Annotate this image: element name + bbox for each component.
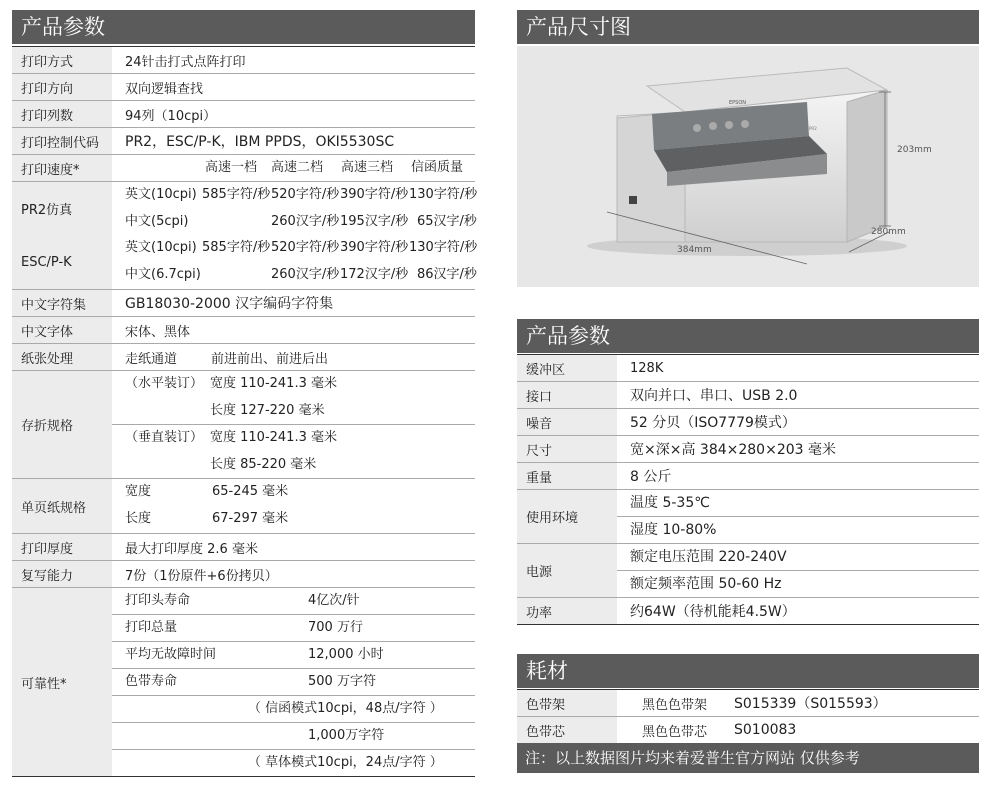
spec-label: 噪音: [517, 409, 617, 435]
single-value: 65-245 毫米: [212, 484, 289, 499]
rel-key: 色带寿命: [125, 674, 178, 689]
spec-label: 色带芯: [517, 717, 617, 743]
spec-row-font: [12, 317, 475, 344]
spec-row-pr2: [12, 182, 478, 235]
consumable-name: 黑色色带芯: [642, 724, 708, 740]
spec-value: 128K: [630, 360, 664, 376]
speed-value: 390字符/秒: [340, 187, 409, 202]
env-temp: 温度 5-35℃: [630, 495, 710, 511]
spec-label: 重量: [517, 463, 617, 489]
speed-col-3: 高速三档: [341, 160, 394, 175]
spec-row-environment: [517, 490, 979, 544]
left-section-header: [12, 10, 475, 44]
single-name: 长度: [125, 511, 152, 526]
right-section-title: 产品参数: [526, 324, 610, 348]
consumable-row-rack: [517, 690, 979, 717]
printer-drawing: [517, 46, 979, 287]
speed-lang: 英文(10cpi): [125, 187, 197, 202]
spec-label: PR2仿真: [12, 182, 112, 235]
spec-row-paper: [12, 344, 475, 371]
single-value: 67-297 毫米: [212, 511, 289, 526]
spec-value: 宋体、黑体: [125, 324, 191, 340]
spec-row-power-supply: [517, 544, 979, 598]
spec-value: 宽×深×高 384×280×203 毫米: [630, 442, 836, 458]
spec-label: ESC/P-K: [12, 235, 112, 289]
spec-row-consumption: [517, 598, 979, 625]
spec-label: 打印方向: [12, 74, 112, 100]
power-frequency: 额定频率范围 50-60 Hz: [630, 576, 782, 592]
spec-row-noise: [517, 409, 979, 436]
spec-row-copy: [12, 561, 475, 588]
spec-row-interface: [517, 382, 979, 409]
env-humidity: 湿度 10-80%: [630, 522, 717, 538]
rel-value: 12,000 小时: [308, 647, 384, 662]
spec-label: 单页纸规格: [12, 479, 112, 533]
spec-value: 约64W（待机能耗4.5W）: [630, 604, 796, 620]
speed-value: 390字符/秒: [340, 240, 409, 255]
height-label: 203mm: [897, 145, 932, 155]
spec-row-charset: [12, 290, 475, 317]
rel-value: 1,000万字符: [308, 728, 385, 743]
model-text: PR2: [809, 126, 817, 131]
spec-row-buffer: [517, 355, 979, 382]
rel-key: 打印总量: [125, 620, 178, 635]
spec-value: 7份（1份原件+6份拷贝）: [125, 568, 278, 584]
consumable-row-core: [517, 717, 979, 744]
spec-label: 缓冲区: [517, 355, 617, 381]
folded-length: 长度 85-220 毫米: [210, 457, 317, 472]
folded-mode: （水平装订）: [125, 376, 204, 391]
depth-label: 280mm: [871, 227, 906, 237]
folded-mode: （垂直装订）: [125, 430, 204, 445]
spec-row-speed: [12, 155, 475, 182]
spec-label: 使用环境: [517, 490, 617, 543]
single-name: 宽度: [125, 484, 152, 499]
folded-width: 宽度 110-241.3 毫米: [210, 430, 337, 445]
spec-label: 色带架: [517, 690, 617, 716]
spec-row-mode: [12, 47, 475, 74]
spec-label: 打印方式: [12, 47, 112, 73]
folded-length: 长度 127-220 毫米: [210, 403, 325, 418]
spec-row-weight: [517, 463, 979, 490]
consumables-table: [517, 689, 979, 744]
speed-value: 260汉字/秒: [271, 214, 340, 229]
spec-value: 前进前出、前进后出: [211, 351, 329, 367]
spec-row-direction: [12, 74, 475, 101]
spec-value: PR2，ESC/P-K，IBM PPDS，OKI5530SC: [125, 134, 395, 150]
spec-value: 24针击打式点阵打印: [125, 54, 246, 70]
spec-value: GB18030-2000 汉字编码字符集: [125, 296, 334, 312]
spec-row-reliability: [12, 588, 475, 777]
spec-label: 打印速度*: [12, 155, 112, 181]
speed-value: 130字符/秒: [409, 240, 478, 255]
speed-value: 172汉字/秒: [340, 267, 409, 282]
spec-label: 接口: [517, 382, 617, 408]
left-spec-table: [12, 46, 478, 777]
speed-value: 130字符/秒: [409, 187, 478, 202]
spec-label: 电源: [517, 544, 617, 597]
speed-value: 520字符/秒: [271, 187, 340, 202]
speed-value: 65汉字/秒: [417, 214, 477, 229]
rel-note: （ 信函模式10cpi，48点/字符 ）: [248, 701, 443, 716]
spec-row-folded: [12, 371, 475, 479]
spec-value: 双向逻辑查找: [125, 81, 204, 97]
spec-row-columns: [12, 101, 475, 128]
spec-label: 中文字体: [12, 317, 112, 343]
folded-width: 宽度 110-241.3 毫米: [210, 376, 337, 391]
rel-value: 4亿次/针: [308, 593, 360, 608]
spec-label: 中文字符集: [12, 290, 112, 316]
speed-lang: 中文(5cpi): [125, 214, 189, 229]
consumables-header: [517, 654, 979, 688]
printer-dimension-image: [517, 46, 979, 287]
spec-value: 双向并口、串口、USB 2.0: [630, 388, 798, 404]
spec-row-control: [12, 128, 475, 155]
spec-row-thickness: [12, 534, 475, 561]
spec-label: 存折规格: [12, 371, 112, 478]
speed-value: 520字符/秒: [271, 240, 340, 255]
spec-label: 复写能力: [12, 561, 112, 587]
spec-value: 94列（10cpi）: [125, 108, 217, 124]
spec-value: 走纸通道: [125, 351, 178, 367]
speed-col-2: 高速二档: [271, 160, 324, 175]
speed-value: 86汉字/秒: [417, 267, 477, 282]
rel-value: 500 万字符: [308, 674, 376, 689]
rel-line: [112, 723, 475, 750]
speed-value: 195汉字/秒: [340, 214, 409, 229]
spec-label: 打印厚度: [12, 534, 112, 560]
right-spec-table: [517, 354, 979, 625]
spec-row-single: [12, 479, 475, 534]
speed-value: 585字符/秒: [202, 187, 271, 202]
speed-col-1: 高速一档: [205, 160, 258, 175]
spec-label: 可靠性*: [12, 588, 112, 776]
spec-label: 纸张处理: [12, 344, 112, 370]
spec-row-escp: [12, 235, 478, 290]
right-section-header: [517, 319, 979, 353]
power-voltage: 额定电压范围 220-240V: [630, 549, 787, 565]
spec-label: 尺寸: [517, 436, 617, 462]
rel-key: 打印头寿命: [125, 593, 191, 608]
spec-value: 8 公斤: [630, 469, 672, 485]
speed-value: 260汉字/秒: [271, 267, 340, 282]
rel-key: 平均无故障时间: [125, 647, 217, 662]
rel-value: 700 万行: [308, 620, 363, 635]
consumable-code: S015339（S015593）: [734, 696, 887, 712]
speed-lang: 英文(10cpi): [125, 240, 197, 255]
left-section-title: 产品参数: [21, 15, 105, 39]
spec-row-size: [517, 436, 979, 463]
brand-text: EPSON: [729, 100, 747, 106]
rel-note: （ 草体模式10cpi，24点/字符 ）: [248, 755, 443, 770]
speed-lang: 中文(6.7cpi): [125, 267, 201, 282]
speed-value: 585字符/秒: [202, 240, 271, 255]
footnote-text: 注：以上数据图片均来着爱普生官方网站 仅供参考: [525, 749, 860, 767]
consumable-name: 黑色色带架: [642, 697, 708, 713]
footnote-bar: [517, 743, 979, 773]
consumable-code: S010083: [734, 722, 797, 738]
speed-col-4: 信函质量: [411, 160, 464, 175]
dims-section-title: 产品尺寸图: [526, 15, 631, 39]
spec-label: 功率: [517, 598, 617, 624]
consumables-title: 耗材: [526, 659, 568, 683]
spec-value: 52 分贝（ISO7779模式）: [630, 415, 796, 431]
spec-value: 最大打印厚度 2.6 毫米: [125, 541, 258, 557]
spec-label: 打印列数: [12, 101, 112, 127]
dims-section-header: [517, 10, 979, 44]
spec-label: 打印控制代码: [12, 128, 112, 154]
width-label: 384mm: [677, 245, 712, 255]
